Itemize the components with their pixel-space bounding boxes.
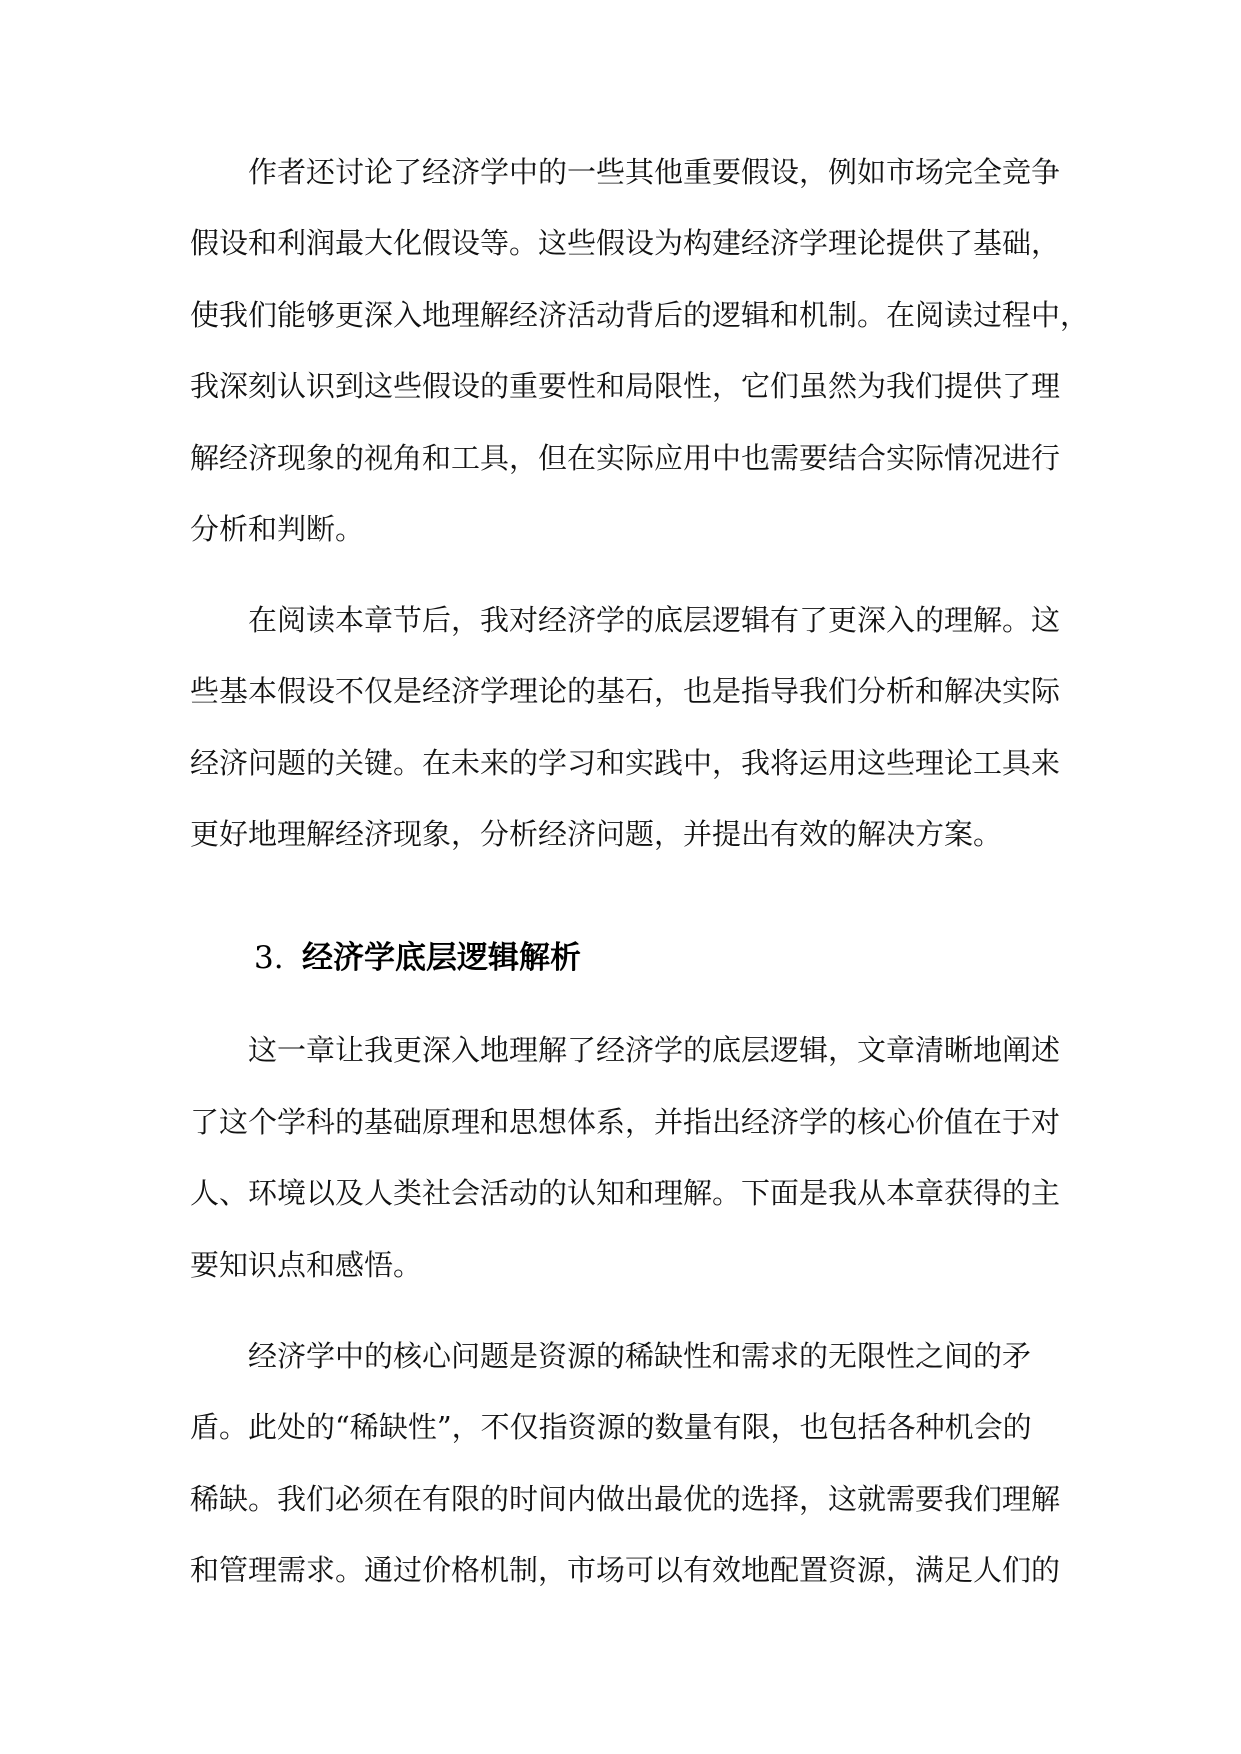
section-paragraph-2-line-3: 稀缺。我们必须在有限的时间内做出最优的选择，这就需要我们理解 bbox=[190, 1482, 1061, 1516]
paragraph-1-line-3: 使我们能够更深入地理解经济活动背后的逻辑和机制。在阅读过程中， bbox=[190, 298, 1090, 332]
paragraph-1-line-4: 我深刻认识到这些假设的重要性和局限性，它们虽然为我们提供了理 bbox=[190, 369, 1061, 403]
section-heading bbox=[254, 936, 581, 980]
section-paragraph-1-line-4: 要知识点和感悟。 bbox=[190, 1248, 423, 1282]
section-paragraph-1-line-2: 了这个学科的基础原理和思想体系，并指出经济学的核心价值在于对 bbox=[190, 1105, 1061, 1139]
paragraph-1-line-2: 假设和利润最大化假设等。这些假设为构建经济学理论提供了基础， bbox=[190, 226, 1061, 260]
paragraph-2-line-2: 些基本假设不仅是经济学理论的基石，也是指导我们分析和解决实际 bbox=[190, 674, 1061, 708]
paragraph-2-line-1: 在阅读本章节后，我对经济学的底层逻辑有了更深入的理解。这 bbox=[248, 603, 1061, 637]
paragraph-1-line-1: 作者还讨论了经济学中的一些其他重要假设，例如市场完全竞争 bbox=[248, 155, 1061, 189]
section-paragraph-1-line-1: 这一章让我更深入地理解了经济学的底层逻辑，文章清晰地阐述 bbox=[248, 1033, 1061, 1067]
section-paragraph-2-line-2: 盾。此处的“稀缺性”，不仅指资源的数量有限，也包括各种机会的 bbox=[190, 1410, 1032, 1444]
section-paragraph-1-line-3: 人、环境以及人类社会活动的认知和理解。下面是我从本章获得的主 bbox=[190, 1176, 1061, 1210]
paragraph-1-line-5: 解经济现象的视角和工具，但在实际应用中也需要结合实际情况进行 bbox=[190, 441, 1061, 475]
section-paragraph-2-line-4: 和管理需求。通过价格机制，市场可以有效地配置资源，满足人们的 bbox=[190, 1553, 1061, 1587]
paragraph-1-line-6: 分析和判断。 bbox=[190, 512, 365, 546]
section-title: 经济学底层逻辑解析 bbox=[302, 940, 581, 976]
paragraph-2-line-4: 更好地理解经济现象，分析经济问题，并提出有效的解决方案。 bbox=[190, 817, 1003, 851]
section-number: 3. bbox=[254, 940, 284, 976]
section-paragraph-2-line-1: 经济学中的核心问题是资源的稀缺性和需求的无限性之间的矛 bbox=[248, 1339, 1032, 1373]
paragraph-2-line-3: 经济问题的关键。在未来的学习和实践中，我将运用这些理论工具来 bbox=[190, 746, 1061, 780]
